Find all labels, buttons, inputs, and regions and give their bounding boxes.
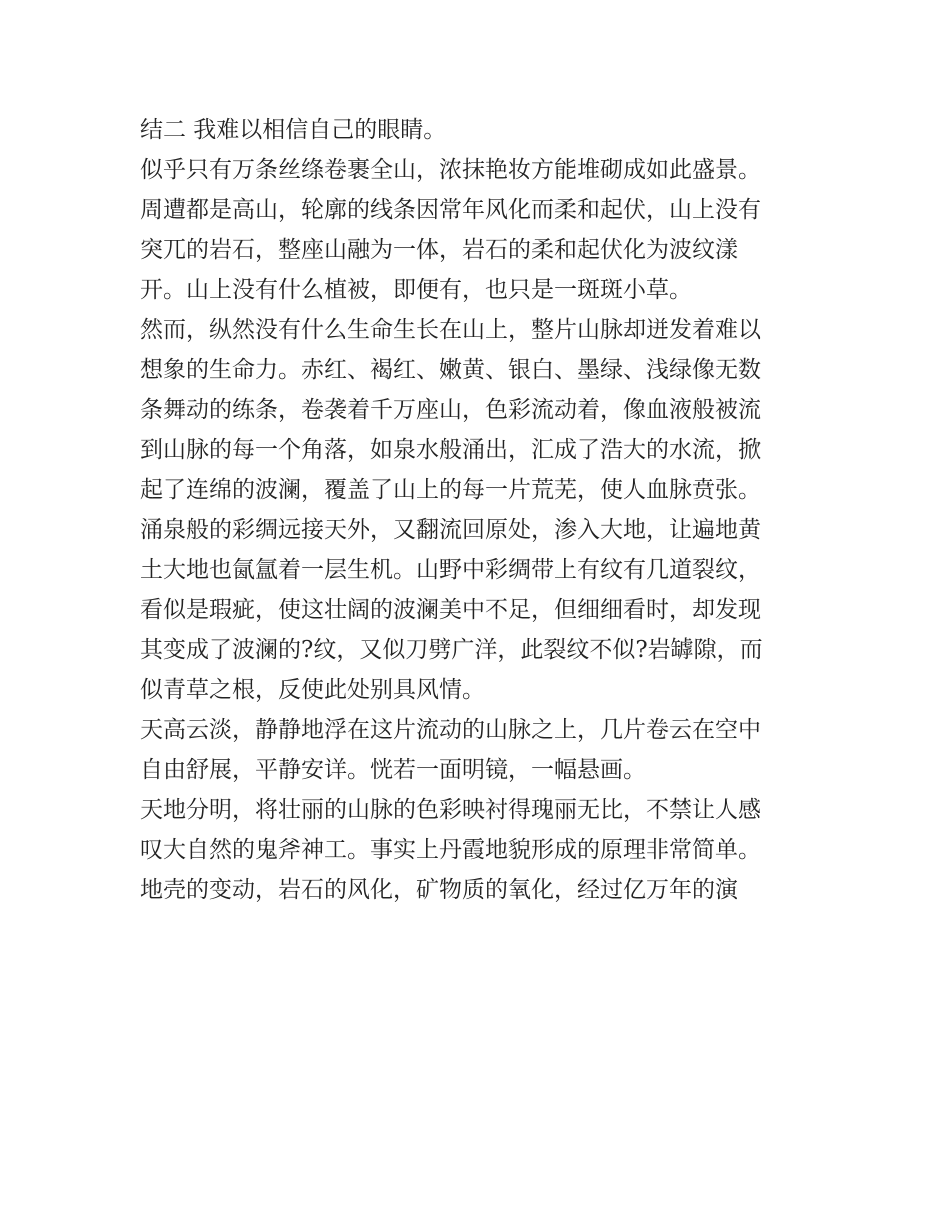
text-line: 开。山上没有什么植被，即便有，也只是一斑斑小草。 bbox=[140, 277, 692, 303]
text-line: 似乎只有万条丝绦卷裹全山，浓抹艳妆方能堆砌成如此盛景。 bbox=[140, 157, 761, 183]
text-line: 叹大自然的鬼斧神工。事实上丹霞地貌形成的原理非常简单。 bbox=[140, 837, 761, 863]
text-line: 自由舒展，平静安详。恍若一面明镜，一幅悬画。 bbox=[140, 757, 646, 783]
text-line: 涌泉般的彩绸远接天外，又翻流回原处，渗入大地，让遍地黄 bbox=[140, 517, 761, 543]
body-text bbox=[140, 110, 830, 910]
text-line: 看似是瑕疵，使这壮阔的波澜美中不足，但细细看时，却发现 bbox=[140, 597, 761, 623]
text-line: 其变成了波澜的?纹，又似刀劈广洋，此裂纹不似?岩罅隙，而 bbox=[140, 637, 763, 663]
text-line: 周遭都是高山，轮廓的线条因常年风化而柔和起伏，山上没有 bbox=[140, 197, 761, 223]
text-line: 到山脉的每一个角落，如泉水般涌出，汇成了浩大的水流，掀 bbox=[140, 437, 761, 463]
text-line: 土大地也氤氲着一层生机。山野中彩绸带上有纹有几道裂纹， bbox=[140, 557, 761, 583]
text-line: 地壳的变动，岩石的风化，矿物质的氧化，经过亿万年的演 bbox=[140, 877, 738, 903]
text-line: 突兀的岩石，整座山融为一体，岩石的柔和起伏化为波纹漾 bbox=[140, 237, 738, 263]
text-line: 结二 我难以相信自己的眼睛。 bbox=[140, 117, 447, 143]
text-line: 天地分明，将壮丽的山脉的色彩映衬得瑰丽无比，不禁让人感 bbox=[140, 797, 761, 823]
text-line: 起了连绵的波澜，覆盖了山上的每一片荒芜，使人血脉贲张。 bbox=[140, 477, 761, 503]
text-line: 天高云淡，静静地浮在这片流动的山脉之上，几片卷云在空中 bbox=[140, 717, 761, 743]
text-line: 条舞动的练条，卷袭着千万座山，色彩流动着，像血液般被流 bbox=[140, 397, 761, 423]
text-line: 然而，纵然没有什么生命生长在山上，整片山脉却迸发着难以 bbox=[140, 317, 761, 343]
text-line: 想象的生命力。赤红、褐红、嫩黄、银白、墨绿、浅绿像无数 bbox=[140, 357, 761, 383]
text-line: 似青草之根，反使此处别具风情。 bbox=[140, 677, 485, 703]
